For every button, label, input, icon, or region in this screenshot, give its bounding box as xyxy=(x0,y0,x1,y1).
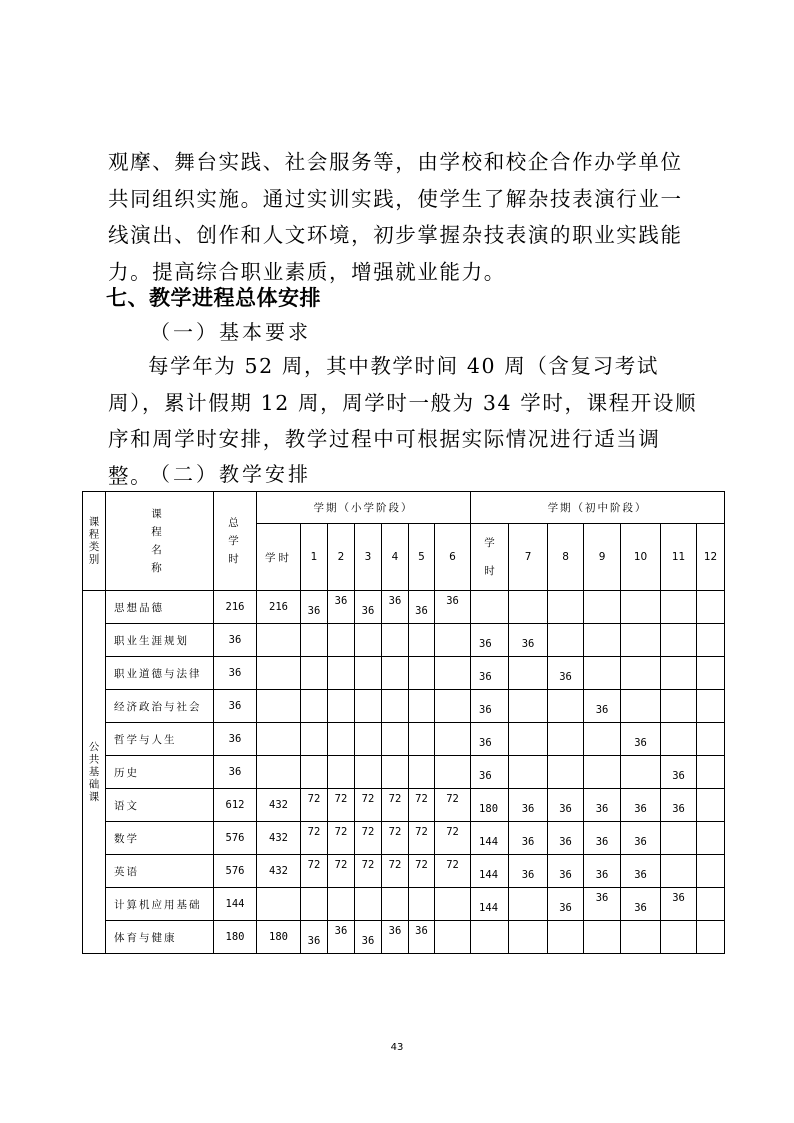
middle-term-11-hours xyxy=(661,888,697,921)
middle-term-12-hours xyxy=(697,921,725,954)
middle-term-8-hours xyxy=(548,657,584,690)
primary-term-2-hours xyxy=(328,756,355,789)
middle-term-7-hours xyxy=(509,723,548,756)
cell-value: 36 xyxy=(559,902,572,914)
intro-paragraph: 观摩、舞台实践、社会服务等，由学校和校企合作办学单位共同组织实施。通过实训实践，使学生了解杂技表演行业一线演出、创作和人文环境，初步掌握杂技表演的职业实践能力。提高综合职业素质，增强就业能力。 xyxy=(108,150,683,284)
subsection-basic-requirements-title: （一）基本要求 xyxy=(150,320,311,344)
table-row xyxy=(83,855,725,888)
middle-hours xyxy=(471,855,509,888)
middle-term-7-hours xyxy=(509,756,548,789)
table-header-row-1 xyxy=(83,492,725,524)
middle-term-10-hours xyxy=(621,756,661,789)
cell-value: 36 xyxy=(307,605,321,617)
subsection-teaching-arrangement-title: （二）教学安排 xyxy=(150,462,311,486)
middle-term-7-hours xyxy=(509,921,548,954)
cell-value: 36 xyxy=(634,737,647,749)
course-name: 历史 xyxy=(106,756,214,789)
middle-term-8-hours xyxy=(548,921,584,954)
cell-value: 36 xyxy=(521,836,535,848)
middle-term-12-hours xyxy=(697,723,725,756)
cell-value: 36 xyxy=(388,595,402,607)
cell-value: 36 xyxy=(634,836,647,848)
cell-value: 36 xyxy=(479,671,492,683)
cell-value: 36 xyxy=(415,925,428,937)
middle-term-7-hours xyxy=(509,690,548,723)
cell-value: 36 xyxy=(634,869,647,881)
cell-value: 36 xyxy=(521,638,535,650)
header-primary-hours: 学时 xyxy=(257,524,301,591)
cell-value: 72 xyxy=(388,826,402,838)
primary-hours: 180 xyxy=(257,921,301,954)
cell-value: 36 xyxy=(559,836,572,848)
header-term-8: 8 xyxy=(548,524,584,591)
table-row xyxy=(83,690,725,723)
page-number: 43 xyxy=(390,1042,404,1053)
cell-value: 36 xyxy=(559,803,572,815)
middle-term-10-hours xyxy=(621,657,661,690)
primary-term-6-hours xyxy=(435,855,471,888)
course-total-hours: 36 xyxy=(214,723,257,756)
primary-term-5-hours xyxy=(409,690,435,723)
primary-term-1-hours xyxy=(301,789,328,822)
cell-value: 36 xyxy=(361,935,375,947)
middle-term-8-hours xyxy=(548,789,584,822)
cell-value: 36 xyxy=(559,671,572,683)
primary-term-4-hours xyxy=(382,690,409,723)
primary-term-6-hours xyxy=(435,756,471,789)
middle-term-11-hours xyxy=(661,789,697,822)
table-row xyxy=(83,723,725,756)
header-term-9: 9 xyxy=(584,524,621,591)
primary-term-1-hours xyxy=(301,888,328,921)
middle-term-7-hours xyxy=(509,789,548,822)
course-total-hours: 36 xyxy=(214,756,257,789)
primary-term-4-hours xyxy=(382,591,409,624)
table-row xyxy=(83,789,725,822)
header-term-11: 11 xyxy=(661,524,697,591)
cell-value: 72 xyxy=(334,793,348,805)
cell-value: 36 xyxy=(521,869,535,881)
header-term-4: 4 xyxy=(382,524,409,591)
teaching-schedule-table xyxy=(82,491,725,954)
cell-value: 36 xyxy=(595,836,609,848)
header-term-1: 1 xyxy=(301,524,328,591)
cell-value: 36 xyxy=(634,803,647,815)
course-total-hours: 180 xyxy=(214,921,257,954)
header-total-hours: 总学时 xyxy=(214,492,257,591)
cell-value: 36 xyxy=(334,595,348,607)
cell-value: 36 xyxy=(595,803,609,815)
middle-hours xyxy=(471,657,509,690)
header-term-3: 3 xyxy=(355,524,382,591)
middle-term-10-hours xyxy=(621,855,661,888)
primary-term-6-hours xyxy=(435,822,471,855)
primary-term-6-hours xyxy=(435,789,471,822)
primary-term-3-hours xyxy=(355,888,382,921)
primary-term-4-hours xyxy=(382,723,409,756)
middle-term-11-hours xyxy=(661,690,697,723)
cell-value: 72 xyxy=(334,826,348,838)
header-middle-hours-char-1: 学 xyxy=(484,537,495,549)
middle-term-12-hours xyxy=(697,756,725,789)
primary-term-3-hours xyxy=(355,690,382,723)
primary-term-2-hours xyxy=(328,888,355,921)
middle-term-8-hours xyxy=(548,855,584,888)
middle-hours xyxy=(471,822,509,855)
middle-term-9-hours xyxy=(584,591,621,624)
primary-term-5-hours xyxy=(409,789,435,822)
course-name: 职业道德与法律 xyxy=(106,657,214,690)
course-name: 经济政治与社会 xyxy=(106,690,214,723)
middle-term-9-hours xyxy=(584,756,621,789)
primary-term-1-hours xyxy=(301,921,328,954)
primary-term-1-hours xyxy=(301,657,328,690)
middle-hours xyxy=(471,921,509,954)
header-middle-hours xyxy=(471,524,509,591)
middle-term-12-hours xyxy=(697,657,725,690)
header-term-2: 2 xyxy=(328,524,355,591)
cell-value: 72 xyxy=(361,826,375,838)
middle-term-8-hours xyxy=(548,888,584,921)
table-row xyxy=(83,921,725,954)
middle-term-11-hours xyxy=(661,756,697,789)
primary-term-1-hours xyxy=(301,822,328,855)
middle-term-7-hours xyxy=(509,888,548,921)
middle-term-9-hours xyxy=(584,789,621,822)
primary-term-3-hours xyxy=(355,756,382,789)
middle-term-10-hours xyxy=(621,921,661,954)
primary-hours xyxy=(257,723,301,756)
primary-term-5-hours xyxy=(409,921,435,954)
primary-hours: 432 xyxy=(257,822,301,855)
primary-hours xyxy=(257,657,301,690)
course-name: 思想品德 xyxy=(106,591,214,624)
course-total-hours: 36 xyxy=(214,690,257,723)
primary-term-1-hours xyxy=(301,756,328,789)
middle-term-8-hours xyxy=(548,690,584,723)
primary-term-4-hours xyxy=(382,822,409,855)
middle-term-9-hours xyxy=(584,855,621,888)
course-name: 计算机应用基础 xyxy=(106,888,214,921)
primary-term-4-hours xyxy=(382,855,409,888)
primary-term-2-hours xyxy=(328,921,355,954)
cell-value: 72 xyxy=(415,859,428,871)
middle-term-12-hours xyxy=(697,591,725,624)
primary-term-4-hours xyxy=(382,756,409,789)
course-name: 语文 xyxy=(106,789,214,822)
primary-hours: 432 xyxy=(257,789,301,822)
category-label: 公共基础课 xyxy=(87,740,100,804)
cell-value: 36 xyxy=(479,770,492,782)
middle-term-10-hours xyxy=(621,822,661,855)
table-row xyxy=(83,888,725,921)
course-total-hours: 36 xyxy=(214,657,257,690)
cell-value: 72 xyxy=(334,859,348,871)
header-category: 课程类别 xyxy=(83,492,106,591)
cell-value: 36 xyxy=(307,935,321,947)
middle-hours xyxy=(471,888,509,921)
middle-term-10-hours xyxy=(621,723,661,756)
primary-hours xyxy=(257,756,301,789)
cell-value: 36 xyxy=(595,892,609,904)
middle-term-7-hours xyxy=(509,591,548,624)
table-row xyxy=(83,756,725,789)
primary-term-4-hours xyxy=(382,624,409,657)
middle-term-8-hours xyxy=(548,591,584,624)
primary-term-5-hours xyxy=(409,888,435,921)
cell-value: 144 xyxy=(479,869,499,881)
middle-term-9-hours xyxy=(584,888,621,921)
cell-value: 72 xyxy=(388,859,402,871)
primary-term-2-hours xyxy=(328,855,355,888)
middle-term-12-hours xyxy=(697,690,725,723)
middle-term-8-hours xyxy=(548,756,584,789)
cell-value: 180 xyxy=(479,803,499,815)
middle-term-9-hours xyxy=(584,921,621,954)
primary-term-3-hours xyxy=(355,657,382,690)
primary-term-3-hours xyxy=(355,921,382,954)
middle-hours xyxy=(471,789,509,822)
middle-hours xyxy=(471,591,509,624)
cell-value: 36 xyxy=(479,704,492,716)
middle-hours xyxy=(471,624,509,657)
primary-hours xyxy=(257,690,301,723)
cell-value: 36 xyxy=(479,638,492,650)
middle-term-11-hours xyxy=(661,657,697,690)
course-name: 英语 xyxy=(106,855,214,888)
course-total-hours: 576 xyxy=(214,855,257,888)
requirements-paragraph: 每学年为 52 周，其中教学时间 40 周（含复习考试周），累计假期 12 周，周学时一般为 34 学时，课程开设顺序和周学时安排，教学过程中可根据实际情况进行适当调整。 xyxy=(108,354,698,488)
cell-value: 72 xyxy=(446,793,459,805)
middle-term-12-hours xyxy=(697,624,725,657)
middle-term-12-hours xyxy=(697,822,725,855)
table-row xyxy=(83,591,725,624)
middle-term-9-hours xyxy=(584,690,621,723)
cell-value: 36 xyxy=(595,869,609,881)
middle-term-7-hours xyxy=(509,855,548,888)
primary-term-6-hours xyxy=(435,921,471,954)
cell-value: 144 xyxy=(479,902,499,914)
primary-term-5-hours xyxy=(409,591,435,624)
middle-term-12-hours xyxy=(697,888,725,921)
cell-value: 36 xyxy=(634,902,647,914)
cell-value: 36 xyxy=(672,770,685,782)
middle-term-10-hours xyxy=(621,690,661,723)
course-total-hours: 36 xyxy=(214,624,257,657)
primary-term-5-hours xyxy=(409,855,435,888)
table-row xyxy=(83,822,725,855)
header-term-12: 12 xyxy=(697,524,725,591)
cell-value: 72 xyxy=(361,793,375,805)
cell-value: 36 xyxy=(672,803,685,815)
primary-hours: 216 xyxy=(257,591,301,624)
header-middle-stage: 学期（初中阶段） xyxy=(471,492,725,524)
middle-term-8-hours xyxy=(548,723,584,756)
primary-term-3-hours xyxy=(355,822,382,855)
primary-hours xyxy=(257,624,301,657)
primary-term-5-hours xyxy=(409,822,435,855)
cell-value: 36 xyxy=(521,803,535,815)
cell-value: 72 xyxy=(446,859,459,871)
middle-term-10-hours xyxy=(621,888,661,921)
primary-term-1-hours xyxy=(301,855,328,888)
cell-value: 36 xyxy=(446,595,459,607)
cell-value: 36 xyxy=(334,925,348,937)
cell-value: 72 xyxy=(388,793,402,805)
primary-term-1-hours xyxy=(301,591,328,624)
middle-term-8-hours xyxy=(548,624,584,657)
header-term-6: 6 xyxy=(435,524,471,591)
primary-term-4-hours xyxy=(382,789,409,822)
middle-term-11-hours xyxy=(661,822,697,855)
middle-term-10-hours xyxy=(621,624,661,657)
middle-term-7-hours xyxy=(509,657,548,690)
cell-value: 72 xyxy=(307,859,321,871)
header-course-name: 课程名称 xyxy=(106,492,214,591)
header-term-5: 5 xyxy=(409,524,435,591)
primary-term-5-hours xyxy=(409,756,435,789)
header-term-7: 7 xyxy=(509,524,548,591)
middle-term-9-hours xyxy=(584,723,621,756)
header-term-10: 10 xyxy=(621,524,661,591)
course-total-hours: 612 xyxy=(214,789,257,822)
primary-term-2-hours xyxy=(328,723,355,756)
section-heading: 七、教学进程总体安排 xyxy=(106,286,321,310)
primary-term-4-hours xyxy=(382,921,409,954)
primary-term-1-hours xyxy=(301,690,328,723)
table-row xyxy=(83,657,725,690)
cell-value: 36 xyxy=(361,605,375,617)
course-name: 体育与健康 xyxy=(106,921,214,954)
primary-term-6-hours xyxy=(435,690,471,723)
middle-term-12-hours xyxy=(697,789,725,822)
middle-hours xyxy=(471,723,509,756)
middle-term-9-hours xyxy=(584,822,621,855)
primary-hours: 432 xyxy=(257,855,301,888)
table-row xyxy=(83,624,725,657)
primary-term-2-hours xyxy=(328,789,355,822)
cell-value: 36 xyxy=(559,869,572,881)
primary-hours xyxy=(257,888,301,921)
middle-term-7-hours xyxy=(509,624,548,657)
primary-term-6-hours xyxy=(435,723,471,756)
middle-term-11-hours xyxy=(661,723,697,756)
cell-value: 72 xyxy=(307,826,321,838)
course-total-hours: 216 xyxy=(214,591,257,624)
primary-term-6-hours xyxy=(435,591,471,624)
primary-term-2-hours xyxy=(328,624,355,657)
primary-term-6-hours xyxy=(435,624,471,657)
middle-term-11-hours xyxy=(661,591,697,624)
cell-value: 36 xyxy=(672,892,685,904)
cell-value: 72 xyxy=(361,859,375,871)
middle-term-10-hours xyxy=(621,591,661,624)
middle-term-11-hours xyxy=(661,855,697,888)
middle-term-12-hours xyxy=(697,855,725,888)
cell-value: 36 xyxy=(595,704,609,716)
primary-term-3-hours xyxy=(355,591,382,624)
middle-term-9-hours xyxy=(584,624,621,657)
course-name: 哲学与人生 xyxy=(106,723,214,756)
middle-term-11-hours xyxy=(661,624,697,657)
cell-value: 36 xyxy=(479,737,492,749)
cell-value: 72 xyxy=(415,826,428,838)
middle-hours xyxy=(471,756,509,789)
primary-term-3-hours xyxy=(355,723,382,756)
primary-term-2-hours xyxy=(328,657,355,690)
primary-term-2-hours xyxy=(328,690,355,723)
course-name: 职业生涯规划 xyxy=(106,624,214,657)
middle-term-9-hours xyxy=(584,657,621,690)
primary-term-5-hours xyxy=(409,624,435,657)
primary-term-3-hours xyxy=(355,624,382,657)
cell-value: 72 xyxy=(307,793,321,805)
middle-term-7-hours xyxy=(509,822,548,855)
primary-term-6-hours xyxy=(435,657,471,690)
primary-term-5-hours xyxy=(409,657,435,690)
primary-term-1-hours xyxy=(301,624,328,657)
primary-term-3-hours xyxy=(355,789,382,822)
primary-term-1-hours xyxy=(301,723,328,756)
primary-term-2-hours xyxy=(328,822,355,855)
cell-value: 72 xyxy=(446,826,459,838)
header-middle-hours-char-2: 时 xyxy=(484,565,495,577)
middle-term-11-hours xyxy=(661,921,697,954)
course-name: 数学 xyxy=(106,822,214,855)
category-cell xyxy=(83,591,106,954)
cell-value: 36 xyxy=(415,605,428,617)
middle-term-10-hours xyxy=(621,789,661,822)
course-total-hours: 576 xyxy=(214,822,257,855)
header-primary-stage: 学期（小学阶段） xyxy=(257,492,471,524)
primary-term-5-hours xyxy=(409,723,435,756)
cell-value: 72 xyxy=(415,793,428,805)
cell-value: 36 xyxy=(388,925,402,937)
primary-term-4-hours xyxy=(382,888,409,921)
course-total-hours: 144 xyxy=(214,888,257,921)
middle-term-8-hours xyxy=(548,822,584,855)
primary-term-4-hours xyxy=(382,657,409,690)
middle-hours xyxy=(471,690,509,723)
primary-term-6-hours xyxy=(435,888,471,921)
primary-term-2-hours xyxy=(328,591,355,624)
primary-term-3-hours xyxy=(355,855,382,888)
cell-value: 144 xyxy=(479,836,499,848)
